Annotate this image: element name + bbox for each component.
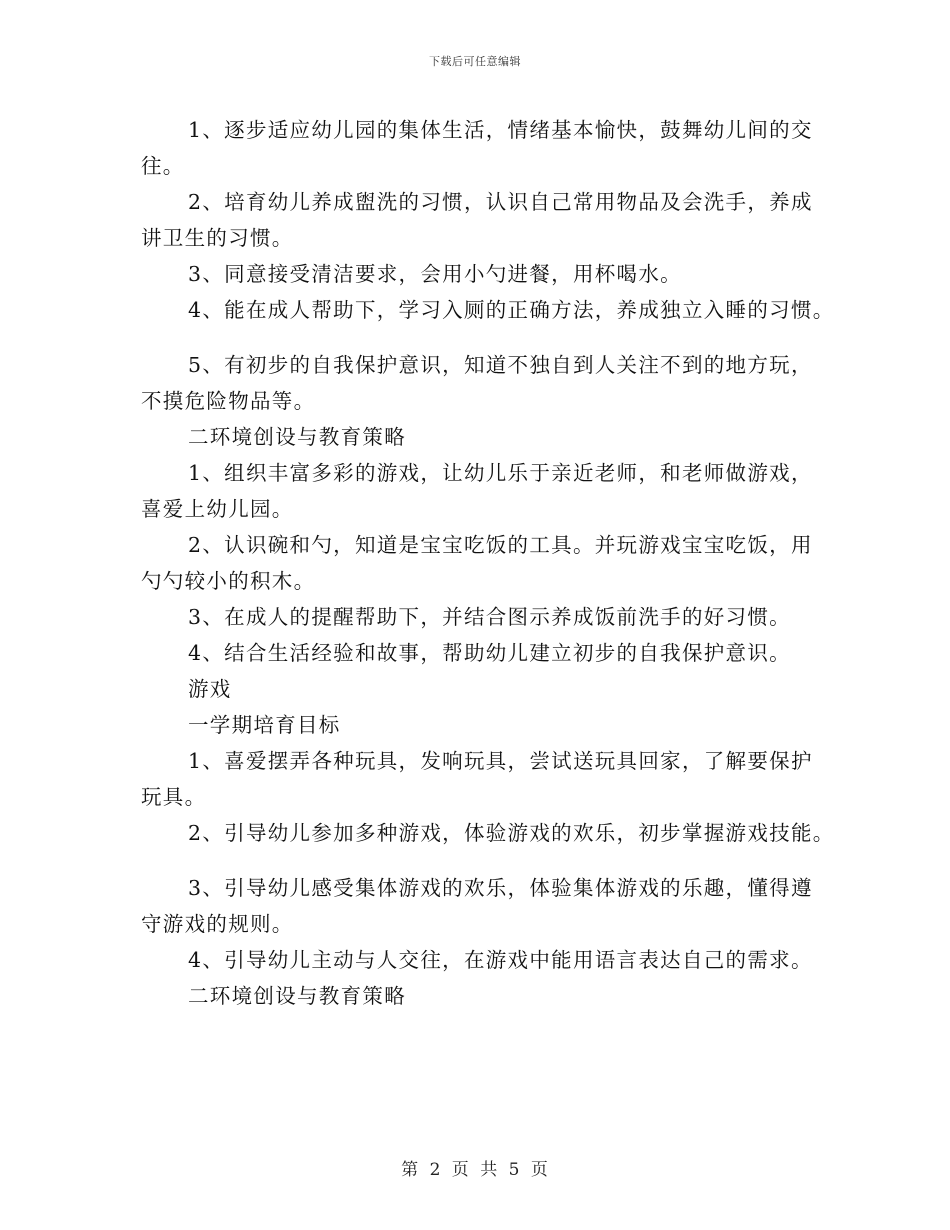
paragraph-line: 4、引导幼儿主动与人交往，在游戏中能用语言表达自己的需求。 — [188, 948, 813, 972]
paragraph-line: 不摸危险物品等。 — [141, 389, 316, 413]
paragraph-line: 守游戏的规则。 — [141, 912, 294, 936]
paragraph-line: 往。 — [141, 154, 185, 178]
footer-page-word: 页 — [451, 1160, 470, 1180]
page-header-note: 下载后可任意编辑 — [429, 55, 521, 68]
paragraph-line: 喜爱上幼儿园。 — [141, 497, 294, 521]
section-heading: 游戏 — [188, 677, 232, 701]
paragraph-line: 4、结合生活经验和故事，帮助幼儿建立初步的自我保护意识。 — [188, 641, 791, 665]
section-heading: 二环境创设与教育策略 — [188, 984, 406, 1008]
current-page-number: 2 — [429, 1160, 442, 1180]
paragraph-line: 玩具。 — [141, 785, 207, 809]
section-heading: 二环境创设与教育策略 — [188, 425, 406, 449]
footer-total-word: 共 — [480, 1160, 499, 1180]
paragraph-gap — [141, 328, 831, 347]
footer-page-word-2: 页 — [530, 1160, 549, 1180]
paragraph-line: 3、在成人的提醒帮助下，并结合图示养成饭前洗手的好习惯。 — [188, 605, 791, 629]
paragraph-line: 4、能在成人帮助下，学习入厕的正确方法，养成独立入睡的习惯。 — [188, 298, 835, 322]
page-number-footer — [0, 1155, 950, 1180]
paragraph-line: 5、有初步的自我保护意识，知道不独自到人关注不到的地方玩， — [188, 353, 813, 377]
paragraph-line: 勺勺较小的积木。 — [141, 569, 316, 593]
document-body — [141, 112, 835, 1014]
paragraph-line: 讲卫生的习惯。 — [141, 226, 294, 250]
paragraph-line: 1、逐步适应幼儿园的集体生活，情绪基本愉快，鼓舞幼儿间的交 — [188, 118, 813, 142]
paragraph-line: 2、认识碗和勺，知道是宝宝吃饭的工具。并玩游戏宝宝吃饭，用 — [188, 533, 813, 557]
total-page-number: 5 — [508, 1160, 521, 1180]
paragraph-line: 3、同意接受清洁要求，会用小勺进餐，用杯喝水。 — [188, 262, 682, 286]
paragraph-line: 1、组织丰富多彩的游戏，让幼儿乐于亲近老师，和老师做游戏， — [188, 461, 813, 485]
paragraph-line: 2、培育幼儿养成盥洗的习惯，认识自己常用物品及会洗手，养成 — [188, 190, 813, 214]
footer-prefix: 第 — [401, 1160, 420, 1180]
section-heading: 一学期培育目标 — [188, 713, 341, 737]
paragraph-line: 2、引导幼儿参加多种游戏，体验游戏的欢乐，初步掌握游戏技能。 — [188, 821, 835, 845]
paragraph-gap — [141, 851, 831, 870]
paragraph-line: 1、喜爱摆弄各种玩具，发响玩具，尝试送玩具回家，了解要保护 — [188, 749, 813, 773]
paragraph-line: 3、引导幼儿感受集体游戏的欢乐，体验集体游戏的乐趣，懂得遵 — [188, 876, 813, 900]
